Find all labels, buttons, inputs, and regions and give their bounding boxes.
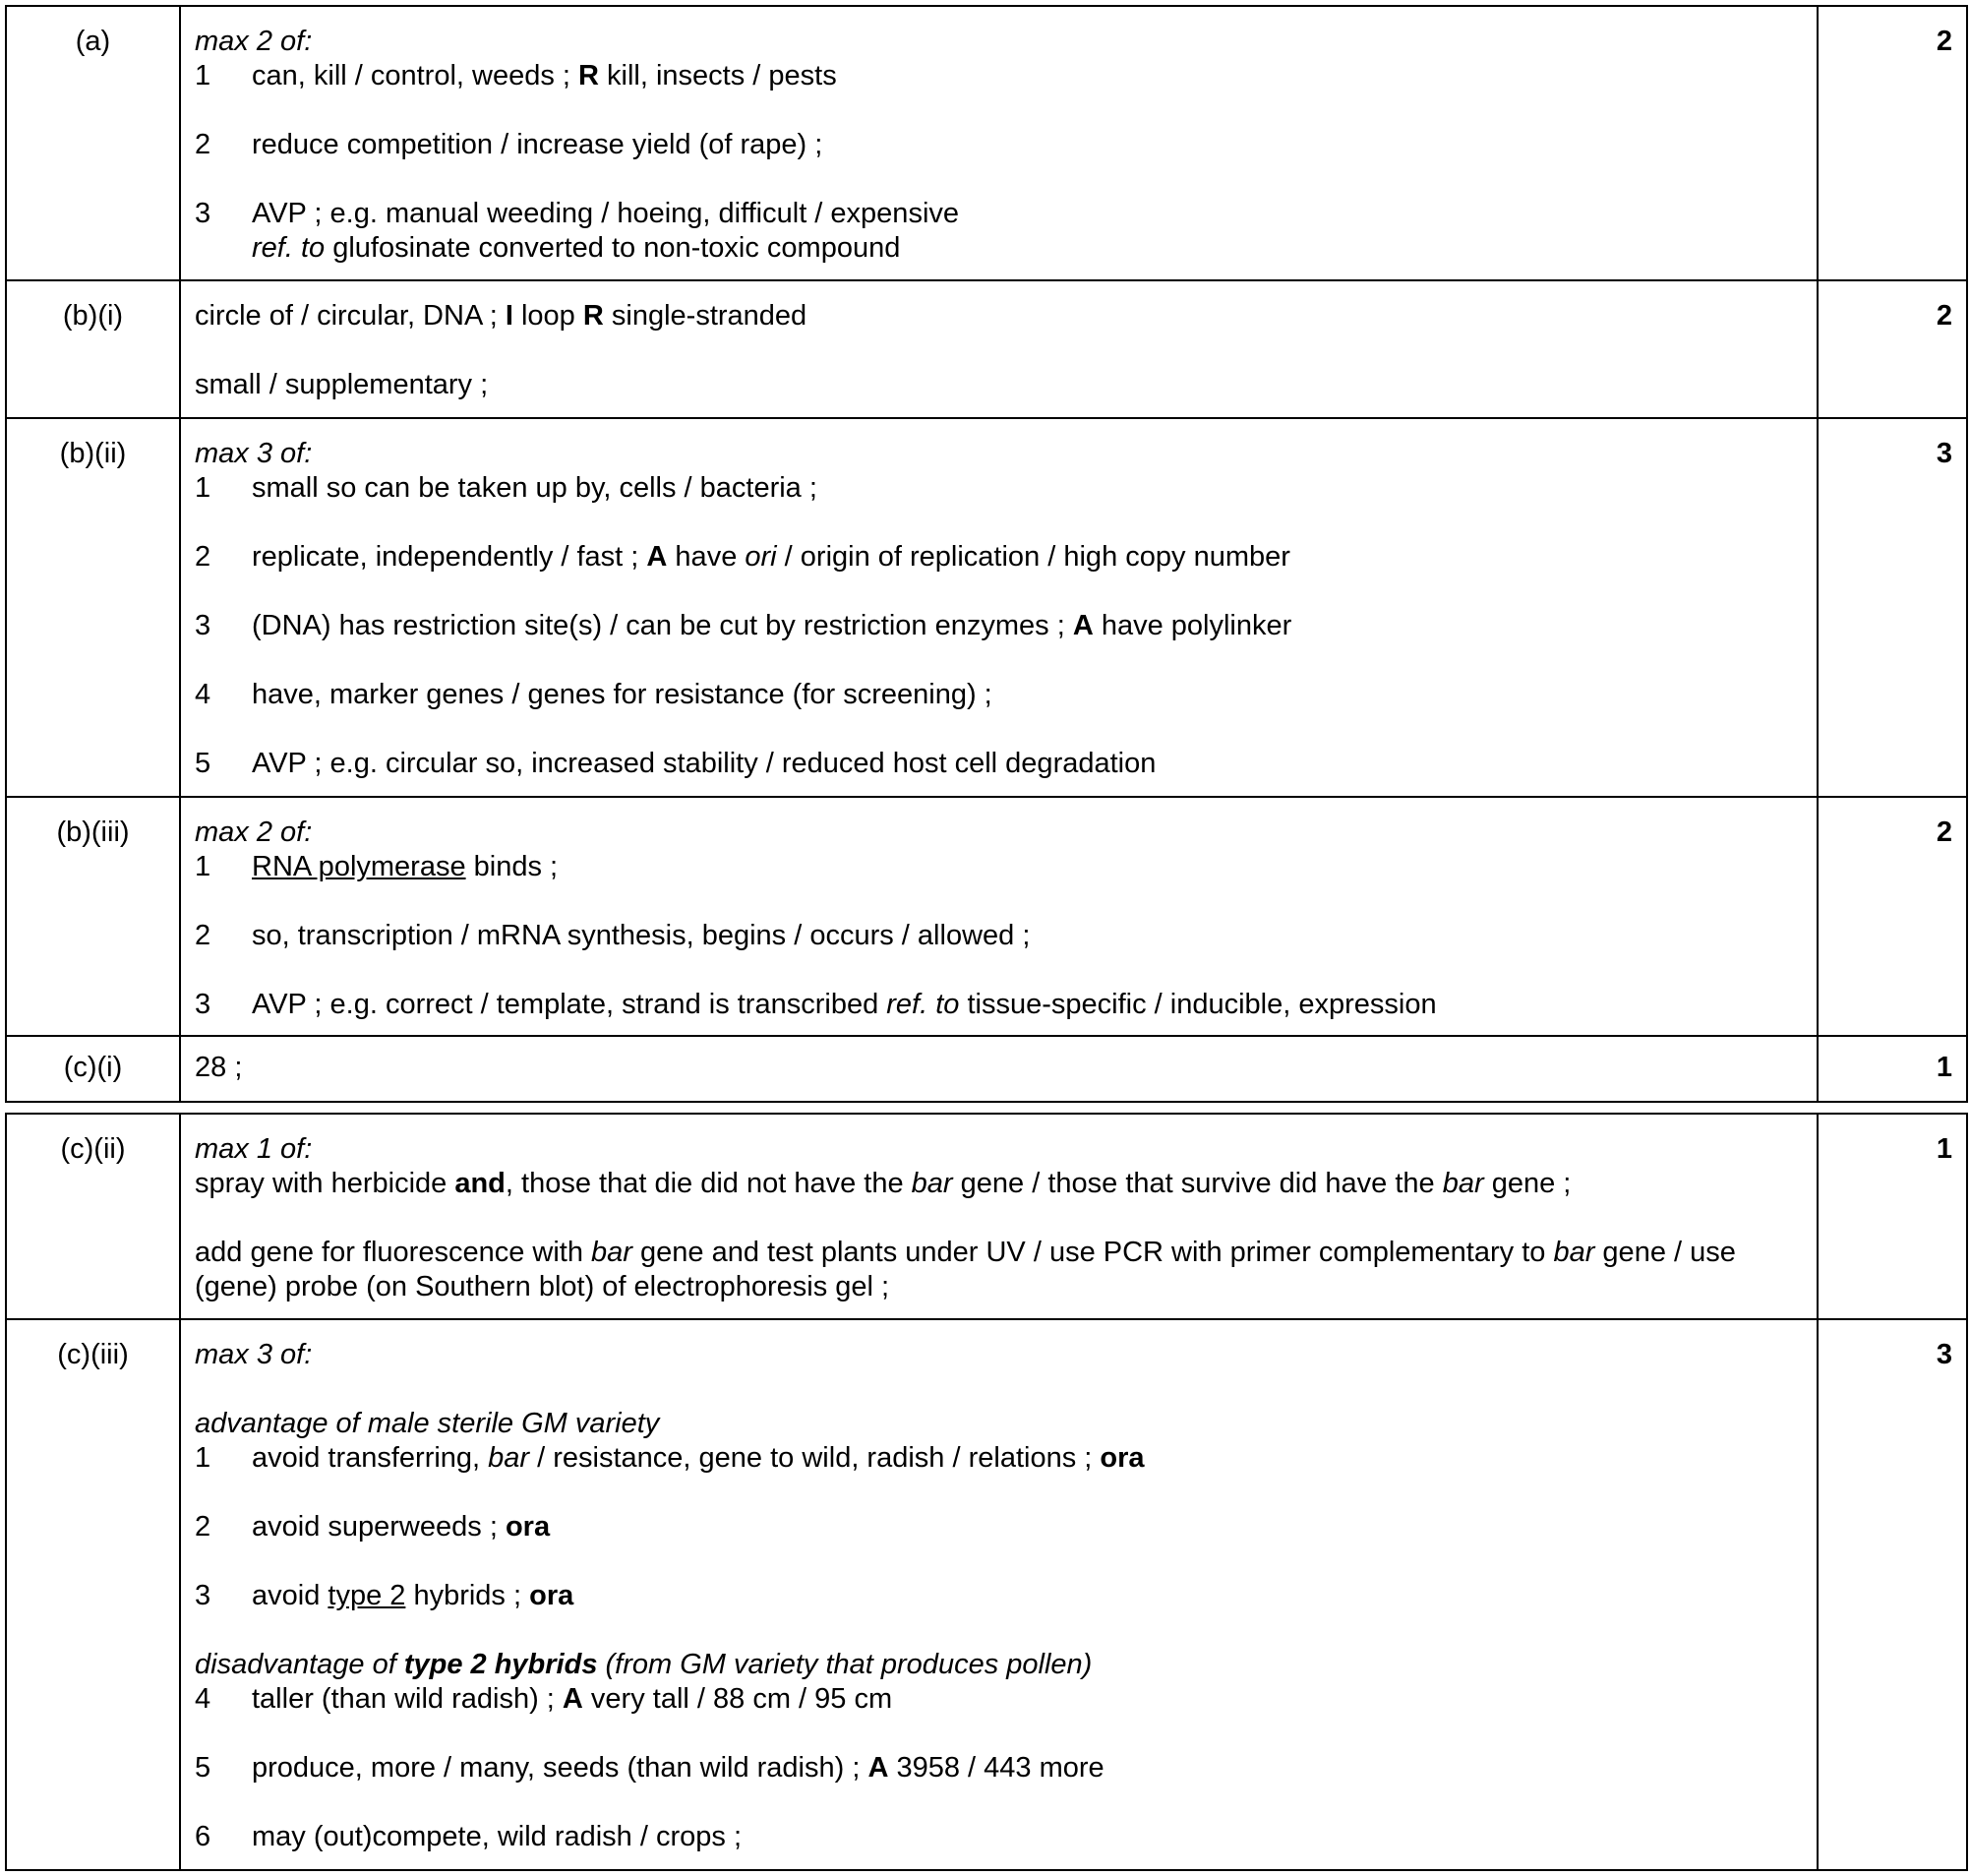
marks-cell: 3	[1818, 1319, 1967, 1870]
point-3: 3 AVP ; e.g. manual weeding / hoeing, difficult / expensive ref. to glufosinate converted to non-toxic compound	[195, 198, 960, 264]
answer-cell	[180, 1319, 1818, 1870]
point-3: 3 avoid type 2 hybrids ; ora	[195, 1580, 574, 1611]
point-1: 1 RNA polymerase binds ;	[195, 851, 559, 882]
point-4: 4 taller (than wild radish) ; A very tall / 88 cm / 95 cm	[195, 1683, 893, 1715]
answer-cell	[180, 797, 1818, 1036]
point-3: 3 AVP ; e.g. correct / template, strand is transcribed ref. to tissue-specific / inducible, expression	[195, 989, 1437, 1020]
point-2: 2 replicate, independently / fast ; A have ori / origin of replication / high copy number	[195, 541, 1290, 573]
max-header: max 3 of:	[195, 1339, 313, 1370]
answer-line-3: (gene) probe (on Southern blot) of electrophoresis gel ;	[195, 1271, 890, 1302]
max-header: max 3 of:	[195, 438, 313, 469]
max-header: max 1 of:	[195, 1133, 313, 1165]
row-a	[6, 6, 1967, 280]
answer-line-2: small / supplementary ;	[195, 369, 489, 400]
answer-cell	[180, 1114, 1818, 1319]
point-2: 2 so, transcription / mRNA synthesis, begins / occurs / allowed ;	[195, 920, 1031, 951]
marks-cell: 3	[1818, 418, 1967, 797]
subheading-disadvantage: disadvantage of type 2 hybrids (from GM variety that produces pollen)	[195, 1649, 1093, 1680]
marks-cell: 2	[1818, 280, 1967, 418]
point-5: 5 produce, more / many, seeds (than wild radish) ; A 3958 / 443 more	[195, 1752, 1104, 1784]
mark-scheme-table-2	[5, 1113, 1968, 1871]
point-4: 4 have, marker genes / genes for resistance (for screening) ;	[195, 679, 992, 710]
question-label: (b)(ii)	[6, 418, 180, 797]
answer-line-2: add gene for fluorescence with bar gene and test plants under UV / use PCR with primer complementary to bar gene / use	[195, 1237, 1736, 1268]
marks-cell: 2	[1818, 6, 1967, 280]
answer-cell	[180, 6, 1818, 280]
row-c-i	[6, 1036, 1967, 1102]
max-header: max 2 of:	[195, 26, 313, 57]
row-b-ii	[6, 418, 1967, 797]
marks-cell: 1	[1818, 1114, 1967, 1319]
row-b-i	[6, 280, 1967, 418]
answer-line-1: spray with herbicide and, those that die did not have the bar gene / those that survive did have the bar gene ;	[195, 1168, 1572, 1199]
answer-line-1: circle of / circular, DNA ; I loop R single-stranded	[195, 300, 807, 332]
max-header: max 2 of:	[195, 817, 313, 848]
mark-scheme-page	[5, 5, 1968, 1871]
point-1: 1 avoid transferring, bar / resistance, gene to wild, radish / relations ; ora	[195, 1442, 1145, 1474]
answer-cell	[180, 418, 1818, 797]
marks-cell: 1	[1818, 1036, 1967, 1102]
point-6: 6 may (out)compete, wild radish / crops ;	[195, 1821, 743, 1852]
row-c-ii	[6, 1114, 1967, 1319]
point-2: 2 reduce competition / increase yield (of rape) ;	[195, 129, 823, 160]
question-label: (c)(iii)	[6, 1319, 180, 1870]
question-label: (b)(iii)	[6, 797, 180, 1036]
point-3: 3 (DNA) has restriction site(s) / can be cut by restriction enzymes ; A have polylinker	[195, 610, 1292, 641]
point-5: 5 AVP ; e.g. circular so, increased stability / reduced host cell degradation	[195, 748, 1157, 779]
question-label: (c)(ii)	[6, 1114, 180, 1319]
question-label: (b)(i)	[6, 280, 180, 418]
question-label: (c)(i)	[6, 1036, 180, 1102]
row-b-iii	[6, 797, 1967, 1036]
question-label: (a)	[6, 6, 180, 280]
answer-cell	[180, 280, 1818, 418]
mark-scheme-table-1	[5, 5, 1968, 1103]
point-1: 1 small so can be taken up by, cells / bacteria ;	[195, 472, 817, 504]
subheading-advantage: advantage of male sterile GM variety	[195, 1408, 660, 1439]
point-2: 2 avoid superweeds ; ora	[195, 1511, 551, 1543]
marks-cell: 2	[1818, 797, 1967, 1036]
point-1: 1 can, kill / control, weeds ; R kill, insects / pests	[195, 60, 837, 91]
row-c-iii	[6, 1319, 1967, 1870]
answer-cell: 28 ;	[180, 1036, 1818, 1102]
